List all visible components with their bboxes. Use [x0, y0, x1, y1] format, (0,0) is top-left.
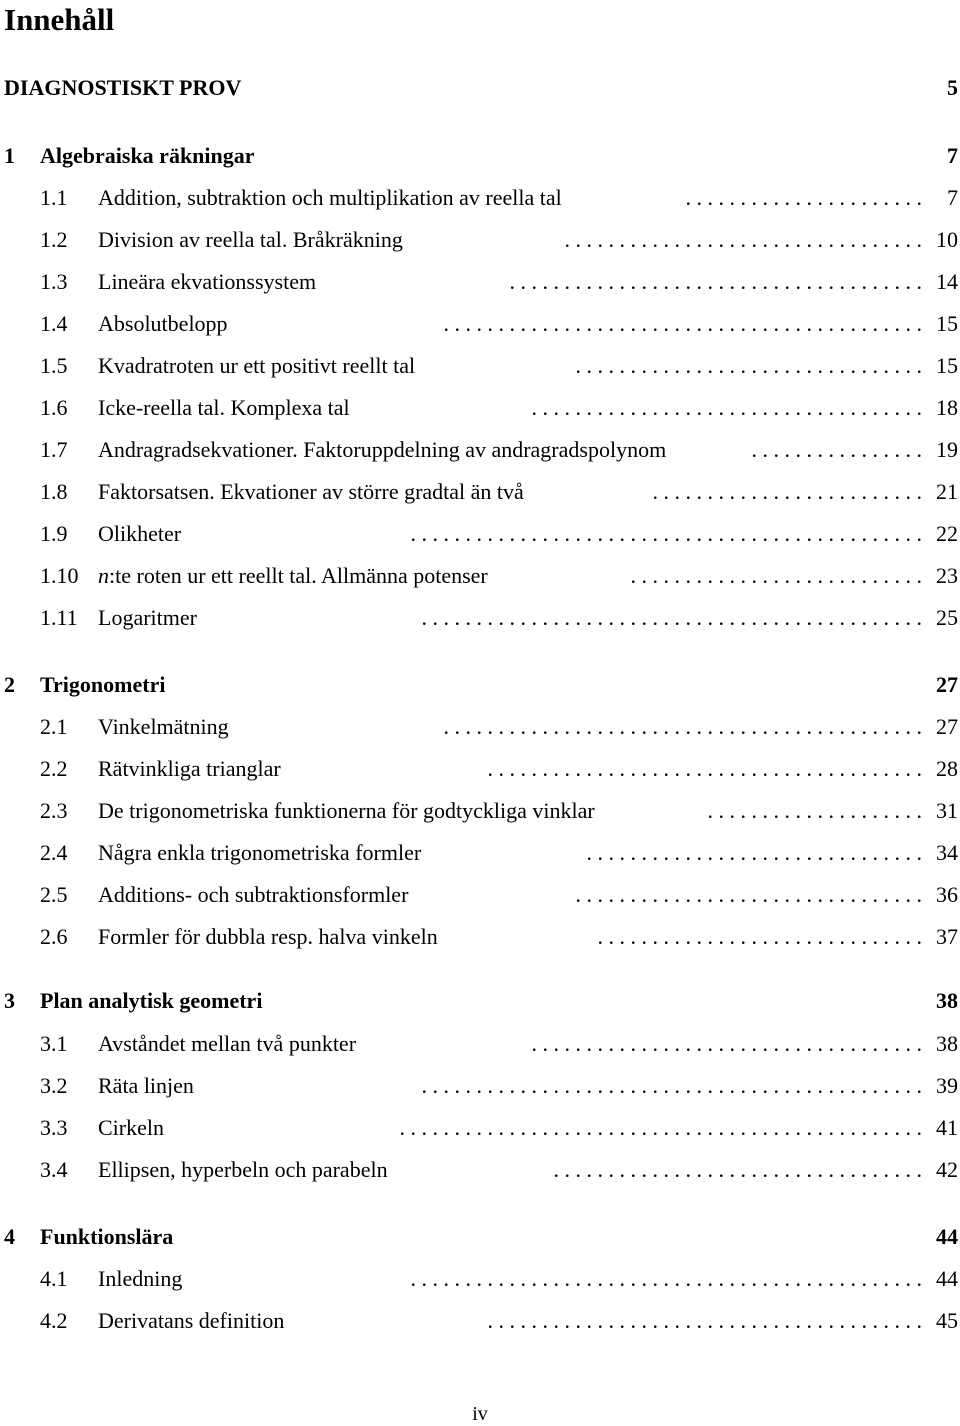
entry-title: Trigonometri [40, 672, 166, 697]
dot-leader: . . . . . . . . . . . . . . . . . . . . [707, 798, 922, 823]
toc-section-entry[interactable] [0, 435, 958, 465]
entry-title: Logaritmer [98, 605, 197, 630]
entry-number: 3.4 [40, 1157, 68, 1182]
toc-section-entry[interactable] [0, 1264, 958, 1294]
entry-title: Plan analytisk geometri [40, 988, 263, 1013]
entry-number: 2.1 [40, 714, 68, 739]
dot-leader: . . . . . . . . . . . . . . . . . . . . . . . . . . . . . . . . . . . . . . . . . . . . . . [421, 1073, 922, 1098]
toc-section-entry[interactable] [0, 1071, 958, 1101]
dot-leader: . . . . . . . . . . . . . . . . . . . . . . . . . . . . . . . . . . . . . . . . . . . . . . . [410, 521, 922, 546]
entry-title: Formler för dubbla resp. halva vinkeln [98, 924, 438, 949]
entry-number: 2.4 [40, 840, 68, 865]
dot-leader: . . . . . . . . . . . . . . . . . . . . . . . . . . . . . . . . . [564, 227, 922, 252]
entry-number: 2.5 [40, 882, 68, 907]
entry-title: Vinkelmätning [98, 714, 229, 739]
entry-number: 1.10 [40, 563, 79, 588]
toc-section-entry[interactable] [0, 1113, 958, 1143]
entry-title: Addition, subtraktion och multiplikation av reella tal [98, 185, 562, 210]
toc-chapter-entry[interactable] [0, 986, 958, 1016]
toc-section-entry[interactable] [0, 561, 958, 591]
toc-section-entry[interactable] [0, 393, 958, 423]
entry-number: 2.6 [40, 924, 68, 949]
toc-chapter-entry[interactable] [0, 73, 958, 103]
entry-number: 3.2 [40, 1073, 68, 1098]
entry-number: 1.6 [40, 395, 68, 420]
entry-page-number: 21 [936, 479, 958, 504]
dot-leader: . . . . . . . . . . . . . . . . . . . . . . . . . . . . . . . . . . . . . . [509, 269, 922, 294]
dot-leader: . . . . . . . . . . . . . . . . . . . . . . . . . . . . . . . . . . [553, 1157, 922, 1182]
dot-leader: . . . . . . . . . . . . . . . . . . . . . . . . . . . [630, 563, 922, 588]
entry-number: 1.7 [40, 437, 68, 462]
entry-page-number: 14 [936, 269, 958, 294]
entry-title: De trigonometriska funktionerna för godtyckliga vinklar [98, 798, 595, 823]
entry-number: 3.1 [40, 1031, 68, 1056]
toc-section-entry[interactable] [0, 1029, 958, 1059]
toc-section-entry[interactable] [0, 267, 958, 297]
entry-page-number: 22 [936, 521, 958, 546]
entry-title: Ellipsen, hyperbeln och parabeln [98, 1157, 388, 1182]
entry-page-number: 19 [936, 437, 958, 462]
entry-number: 3 [4, 988, 15, 1013]
dot-leader: . . . . . . . . . . . . . . . . . . . . . . . . . . . . . . . [586, 840, 922, 865]
entry-page-number: 5 [947, 75, 958, 100]
toc-section-entry[interactable] [0, 519, 958, 549]
entry-page-number: 41 [936, 1115, 958, 1140]
toc-section-entry[interactable] [0, 603, 958, 633]
dot-leader: . . . . . . . . . . . . . . . . . . . . . . [685, 185, 922, 210]
entry-number: 1.3 [40, 269, 68, 294]
entry-number: 1.9 [40, 521, 68, 546]
entry-number: 1.5 [40, 353, 68, 378]
entry-page-number: 27 [936, 714, 958, 739]
toc-section-entry[interactable] [0, 351, 958, 381]
dot-leader: . . . . . . . . . . . . . . . . . . . . . . . . . . . . . . . . . . . . [531, 1031, 922, 1056]
entry-title: Funktionslära [40, 1224, 174, 1249]
toc-section-entry[interactable] [0, 754, 958, 784]
entry-title: Additions- och subtraktionsformler [98, 882, 409, 907]
entry-title: Andragradsekvationer. Faktoruppdelning av andragradspolynom [98, 437, 667, 462]
entry-number: 2.3 [40, 798, 68, 823]
dot-leader: . . . . . . . . . . . . . . . . . . . . . . . . . . . . . . . . . . . . . . . . [487, 1308, 922, 1333]
entry-number: 1 [4, 143, 15, 168]
entry-page-number: 7 [947, 143, 958, 168]
entry-page-number: 45 [936, 1308, 958, 1333]
entry-page-number: 34 [936, 840, 958, 865]
dot-leader: . . . . . . . . . . . . . . . . . . . . . . . . . . . . . . . . . . . . [531, 395, 922, 420]
toc-section-entry[interactable] [0, 477, 958, 507]
entry-title: Några enkla trigonometriska formler [98, 840, 422, 865]
toc-section-entry[interactable] [0, 1306, 958, 1336]
entry-number: 1.4 [40, 311, 68, 336]
entry-title: Derivatans definition [98, 1308, 285, 1333]
dot-leader: . . . . . . . . . . . . . . . . . . . . . . . . . . . . . . . . . . . . . . . . . . . . . . . [410, 1266, 922, 1291]
entry-page-number: 18 [936, 395, 958, 420]
entry-title: Lineära ekvationssystem [98, 269, 317, 294]
dot-leader: . . . . . . . . . . . . . . . . . . . . . . . . . . . . . . . . [575, 353, 922, 378]
entry-number: 1.8 [40, 479, 68, 504]
dot-leader: . . . . . . . . . . . . . . . . . . . . . . . . . . . . . . [597, 924, 922, 949]
entry-title: Avståndet mellan två punkter [98, 1031, 357, 1056]
dot-leader: . . . . . . . . . . . . . . . . . . . . . . . . . . . . . . . . . . . . . . . . . . . . . . [421, 605, 922, 630]
entry-title: Absolutbelopp [98, 311, 228, 336]
entry-title: Olikheter [98, 521, 182, 546]
entry-page-number: 42 [936, 1157, 958, 1182]
entry-number: 4.1 [40, 1266, 68, 1291]
toc-section-entry[interactable] [0, 309, 958, 339]
page-number: iv [472, 1403, 488, 1425]
toc-section-entry[interactable] [0, 838, 958, 868]
entry-page-number: 31 [936, 798, 958, 823]
entry-title: Rätvinkliga trianglar [98, 756, 281, 781]
entry-page-number: 15 [936, 311, 958, 336]
toc-chapter-entry[interactable] [0, 1222, 958, 1252]
entry-page-number: 25 [936, 605, 958, 630]
entry-number: 1.1 [40, 185, 68, 210]
dot-leader: . . . . . . . . . . . . . . . . . . . . . . . . . . . . . . . . . . . . . . . . . . . . . . . . [399, 1115, 922, 1140]
toc-section-entry[interactable] [0, 712, 958, 742]
entry-number: 2 [4, 672, 15, 697]
page-title: Innehåll [4, 2, 115, 37]
entry-title: Räta linjen [98, 1073, 194, 1098]
entry-title: Kvadratroten ur ett positivt reellt tal [98, 353, 416, 378]
entry-title: Algebraiska räkningar [40, 143, 255, 168]
entry-page-number: 38 [936, 988, 958, 1013]
toc-section-entry[interactable] [0, 880, 958, 910]
entry-title: Faktorsatsen. Ekvationer av större gradtal än två [98, 479, 524, 504]
entry-page-number: 39 [936, 1073, 958, 1098]
entry-title: n:te roten ur ett reellt tal. Allmänna potenser [98, 563, 488, 588]
entry-page-number: 7 [947, 185, 958, 210]
entry-page-number: 38 [936, 1031, 958, 1056]
dot-leader: . . . . . . . . . . . . . . . . . . . . . . . . . . . . . . . . . . . . . . . . . . . . [443, 311, 922, 336]
entry-number: 1.11 [40, 605, 78, 630]
entry-page-number: 37 [936, 924, 958, 949]
toc-section-entry[interactable] [0, 225, 958, 255]
entry-page-number: 44 [936, 1224, 958, 1249]
toc-section-entry[interactable] [0, 922, 958, 952]
dot-leader: . . . . . . . . . . . . . . . . . . . . . . . . . [652, 479, 922, 504]
entry-number: 3.3 [40, 1115, 68, 1140]
entry-page-number: 28 [936, 756, 958, 781]
entry-title: DIAGNOSTISKT PROV [4, 75, 242, 100]
entry-page-number: 27 [936, 672, 958, 697]
dot-leader: . . . . . . . . . . . . . . . . . . . . . . . . . . . . . . . . . . . . . . . . [487, 756, 922, 781]
entry-number: 2.2 [40, 756, 68, 781]
toc-section-entry[interactable] [0, 183, 958, 213]
entry-page-number: 15 [936, 353, 958, 378]
toc-section-entry[interactable] [0, 1155, 958, 1185]
entry-number: 4.2 [40, 1308, 68, 1333]
entry-title: Inledning [98, 1266, 183, 1291]
entry-page-number: 10 [936, 227, 958, 252]
dot-leader: . . . . . . . . . . . . . . . . . . . . . . . . . . . . . . . . . . . . . . . . . . . . [443, 714, 922, 739]
toc-section-entry[interactable] [0, 796, 958, 826]
entry-title: Division av reella tal. Bråkräkning [98, 227, 403, 252]
entry-page-number: 36 [936, 882, 958, 907]
entry-page-number: 44 [936, 1266, 958, 1291]
entry-page-number: 23 [936, 563, 958, 588]
entry-title: Icke-reella tal. Komplexa tal [98, 395, 350, 420]
entry-title: Cirkeln [98, 1115, 164, 1140]
dot-leader: . . . . . . . . . . . . . . . . [751, 437, 922, 462]
entry-number: 1.2 [40, 227, 68, 252]
dot-leader: . . . . . . . . . . . . . . . . . . . . . . . . . . . . . . . . [575, 882, 922, 907]
toc-chapter-entry[interactable] [0, 141, 958, 171]
entry-number: 4 [4, 1224, 15, 1249]
toc-chapter-entry[interactable] [0, 670, 958, 700]
